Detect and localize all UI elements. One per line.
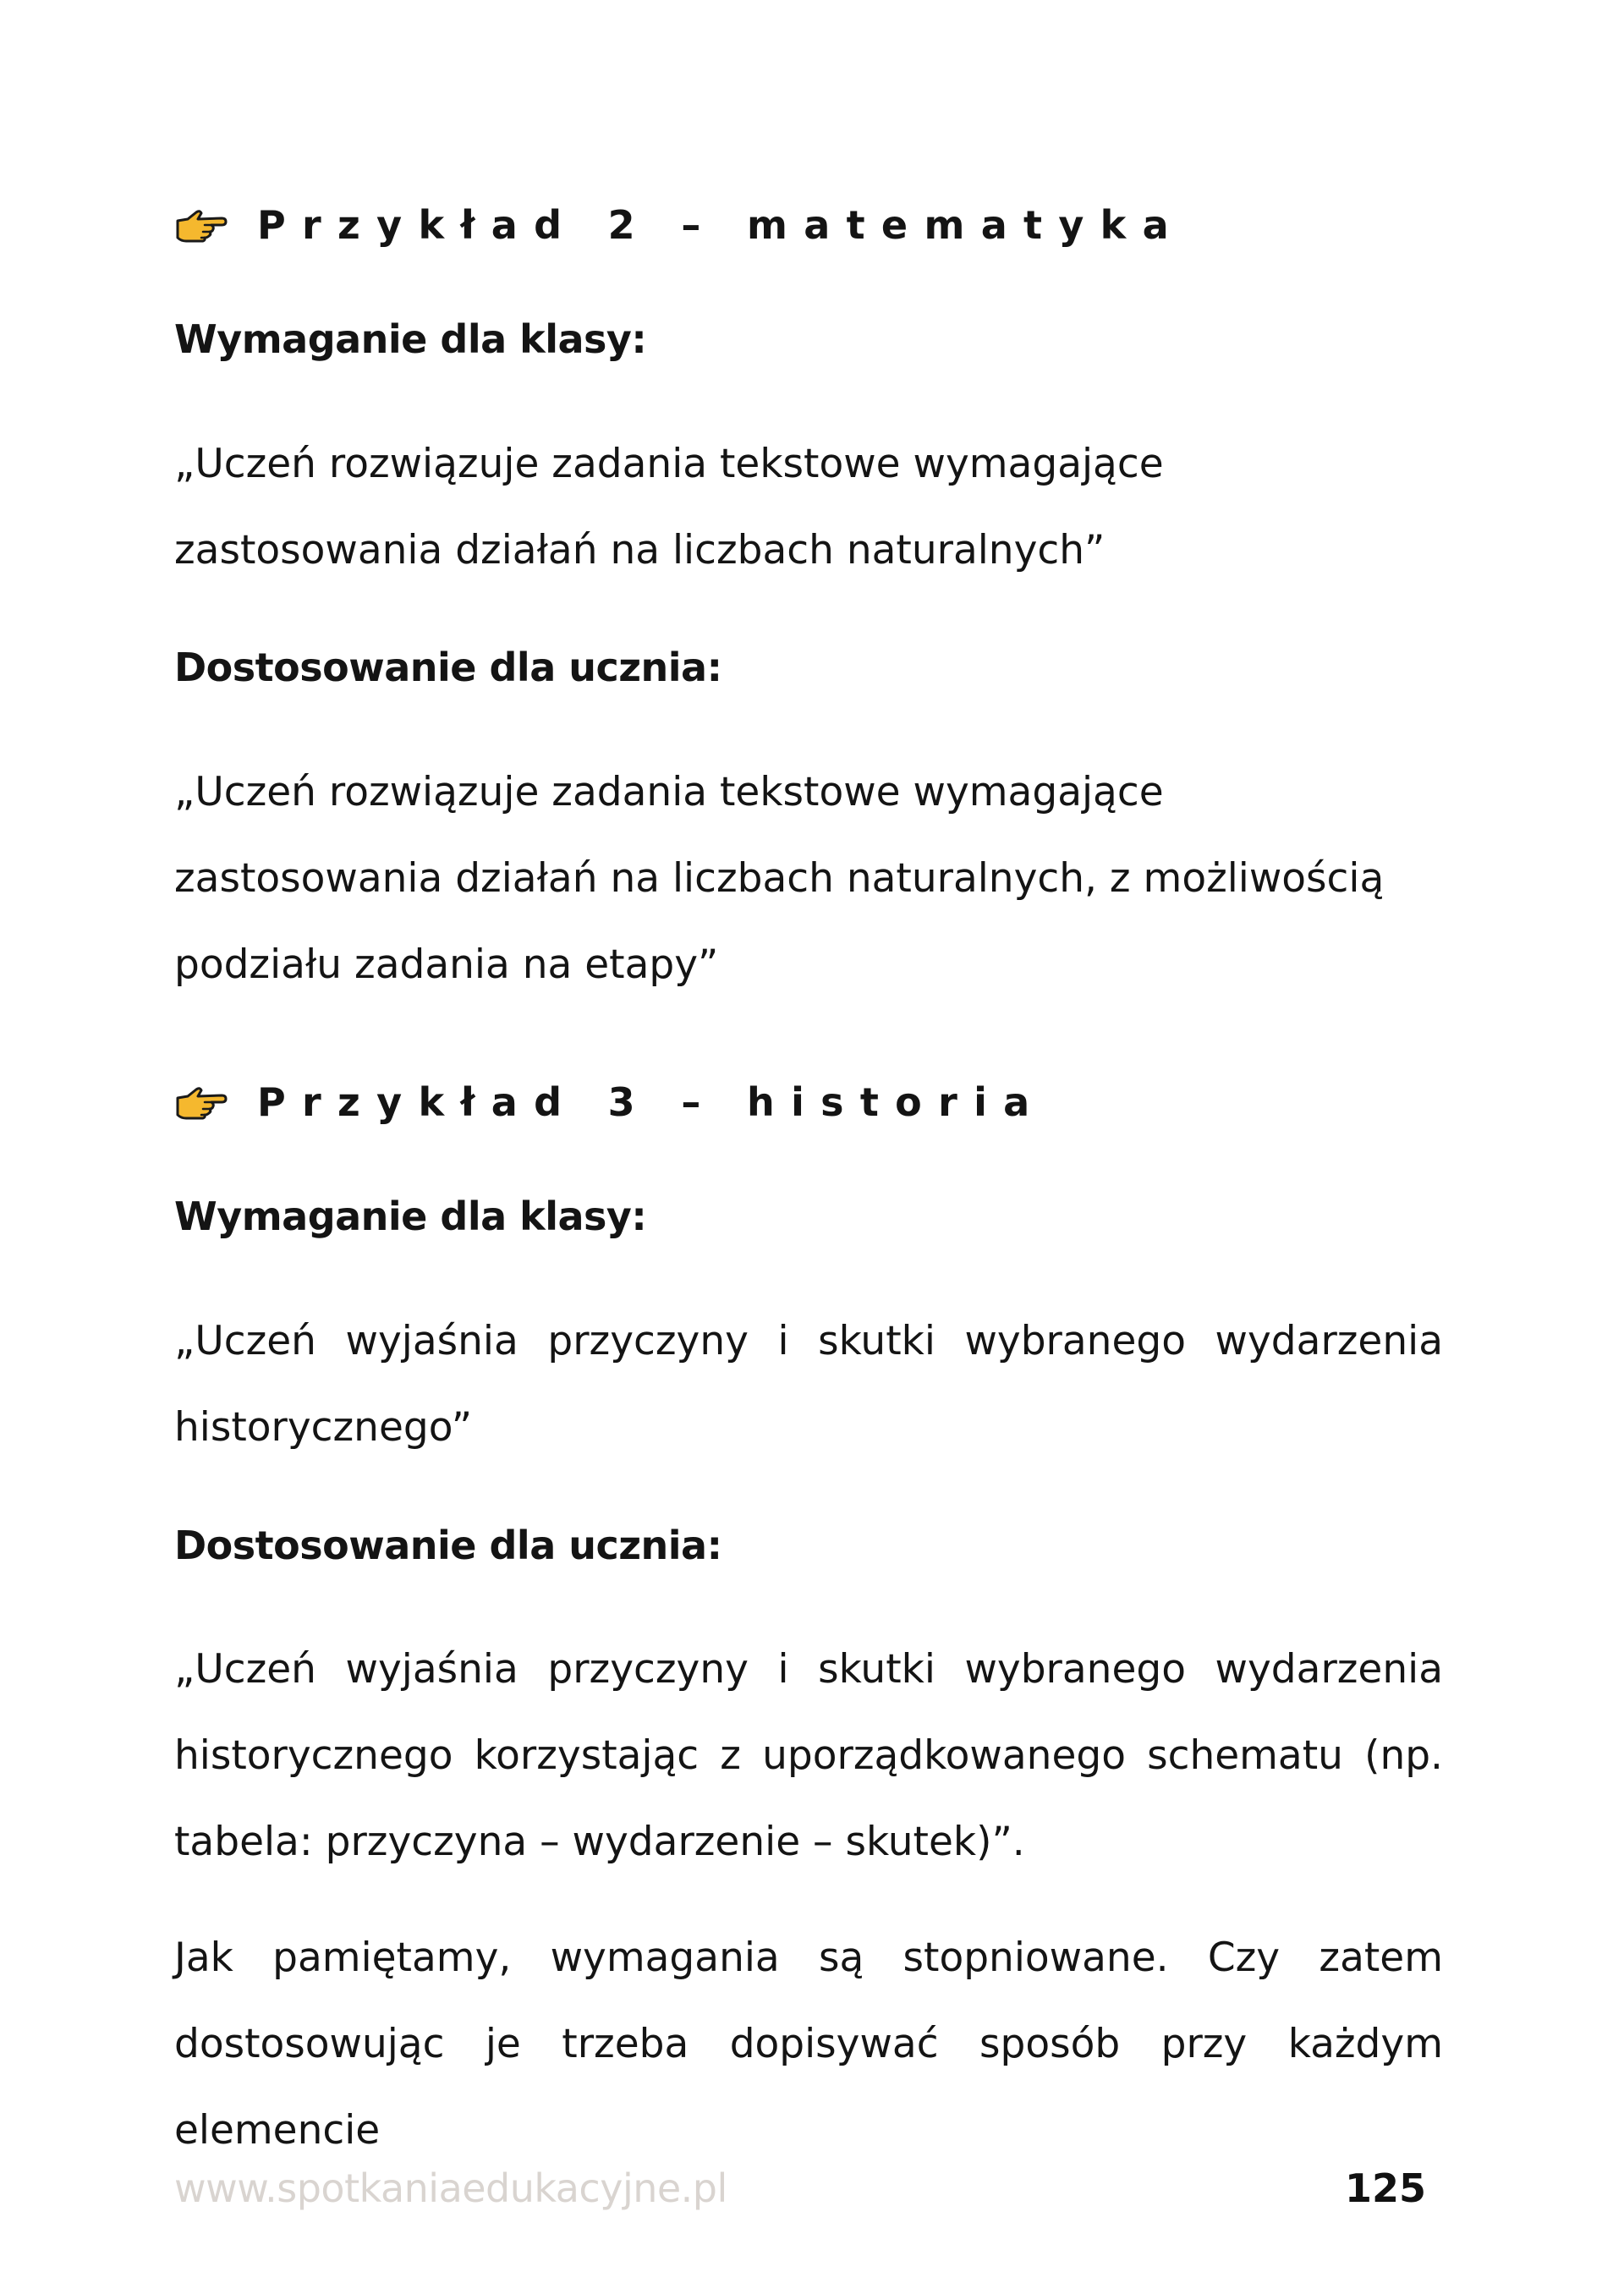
example-3-class-label: Wymaganie dla klasy: (174, 1194, 647, 1239)
example-3-student-text: „Uczeń wyjaśnia przyczyny i skutki wybranego wydarzenia historycznego korzystając z uporządkowanego schematu (np. tabela: przyczyna – wydarzenie – skutek)”. (174, 1646, 1443, 1865)
pointing-hand-icon (174, 1081, 228, 1123)
footer-website-url: www.spotkaniaedukacyjne.pl (174, 2165, 727, 2211)
example-2-title: Przykład 2 – matematyka (257, 202, 1185, 248)
closing-paragraph: Jak pamiętamy, wymagania są stopniowane. Czy zatem dostosowując je trzeba dopisywać sposób przy każdym elemencie (174, 1935, 1443, 2154)
example-3-class-text: „Uczeń wyjaśnia przyczyny i skutki wybranego wydarzenia historycznego” (174, 1318, 1443, 1451)
example-2-class-label: Wymaganie dla klasy: (174, 316, 647, 362)
example-2-heading (174, 191, 1185, 259)
page-number: 125 (1344, 2165, 1426, 2211)
pointing-hand-icon (174, 204, 228, 246)
example-2-class-text: „Uczeń rozwiązuje zadania tekstowe wymagające zastosowania działań na liczbach naturalnych” (174, 441, 1164, 574)
example-2-student-label: Dostosowanie dla ucznia: (174, 645, 722, 690)
example-3-title: Przykład 3 – historia (257, 1079, 1046, 1125)
example-3-student-label: Dostosowanie dla ucznia: (174, 1523, 722, 1568)
document-page (174, 0, 1443, 2294)
example-2-student-text: „Uczeń rozwiązuje zadania tekstowe wymagające zastosowania działań na liczbach naturalnych, z możliwością podziału zadania na etapy” (174, 769, 1385, 988)
example-3-heading (174, 1068, 1046, 1136)
